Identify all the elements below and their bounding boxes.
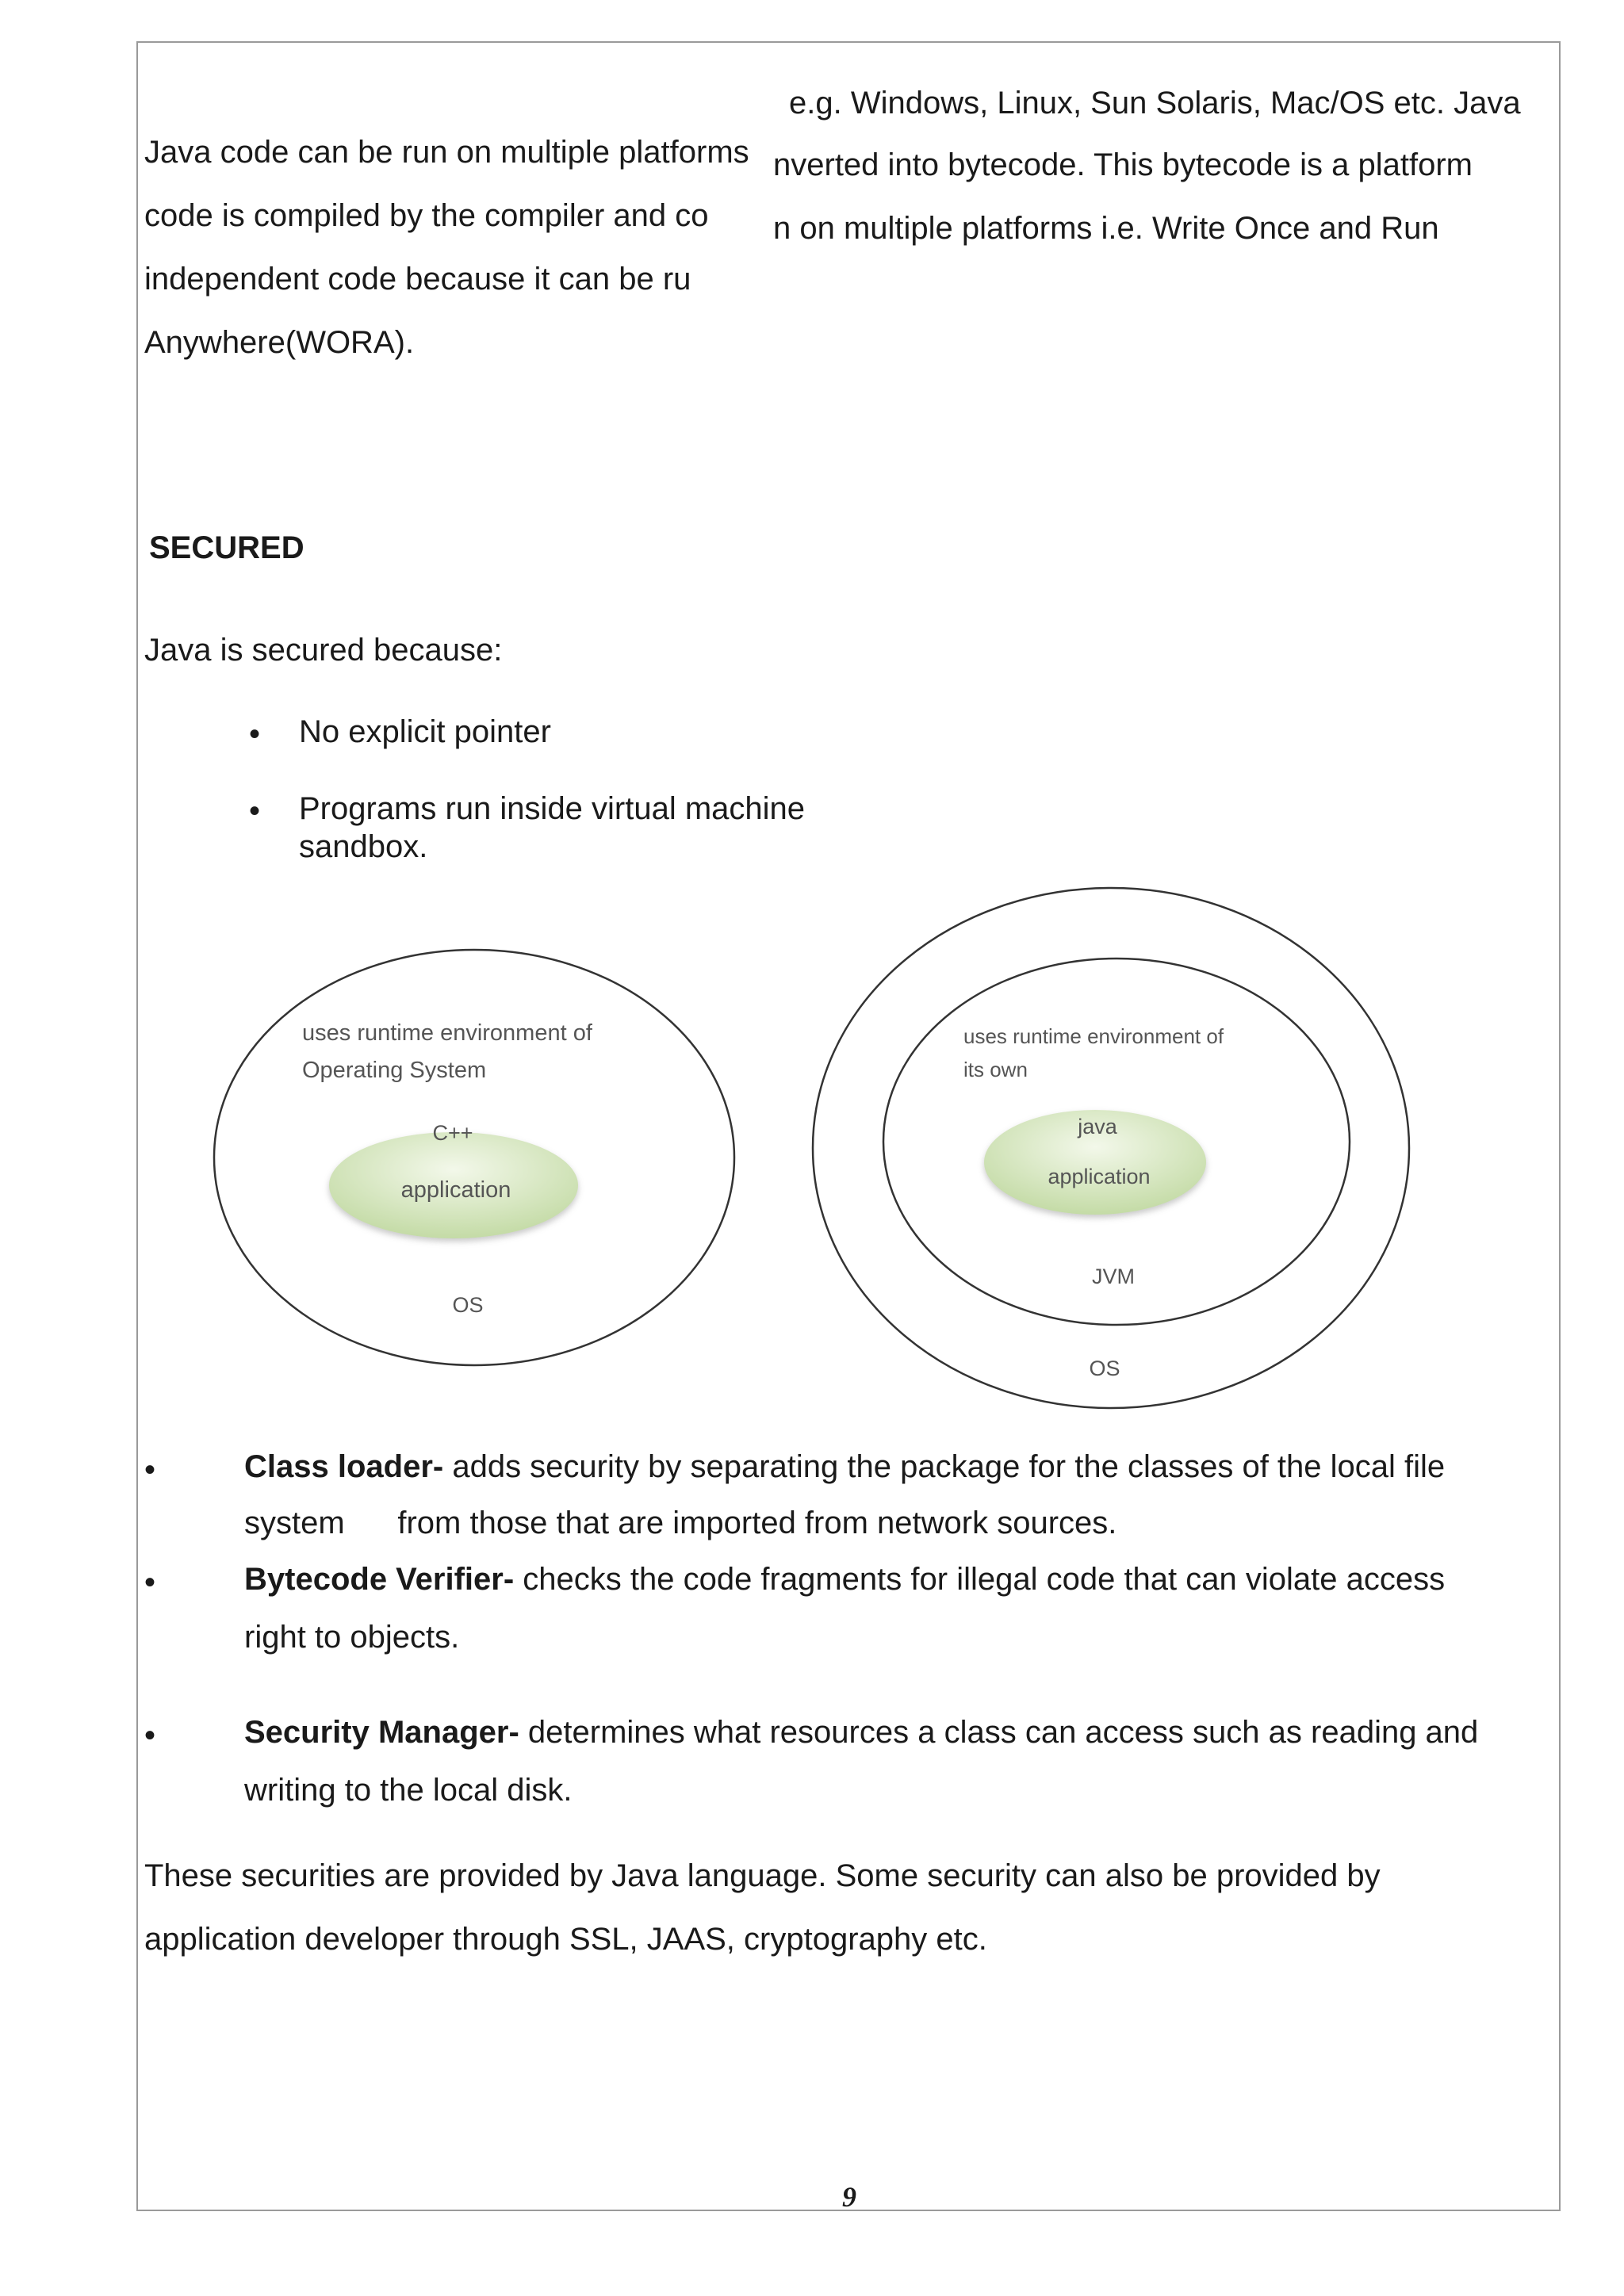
closing-line-1: These securities are provided by Java language. Some security can also be provided by xyxy=(144,1858,1381,1893)
feature-term: Class loader- xyxy=(244,1449,444,1484)
intro-left-line-1: Java code can be run on multiple platforms xyxy=(144,135,749,170)
feature-continuation: system from those that are imported from network sources. xyxy=(244,1506,1117,1540)
feature-text: determines what resources a class can access such as reading and xyxy=(519,1715,1479,1750)
feature-line xyxy=(244,1451,1445,1483)
left-os-label: OS xyxy=(452,1293,484,1317)
intro-right-line-1: e.g. Windows, Linux, Sun Solaris, Mac/OS etc. Java xyxy=(789,86,1521,121)
section-heading: SECURED xyxy=(149,530,304,565)
closing-line-2: application developer through SSL, JAAS, cryptography etc. xyxy=(144,1922,987,1957)
bullet-dot: • xyxy=(144,1565,156,1600)
java-label: java xyxy=(1078,1115,1117,1138)
feature-term: Security Manager- xyxy=(244,1715,519,1750)
feature-continuation: right to objects. xyxy=(244,1620,460,1655)
left-env-label-line1: uses runtime environment of xyxy=(302,1020,592,1046)
bullet-item-continued: sandbox. xyxy=(299,829,428,864)
bullet-dot: • xyxy=(144,1452,156,1487)
right-env-label-line1: uses runtime environment of xyxy=(963,1024,1224,1048)
feature-line xyxy=(244,1563,1445,1595)
feature-line xyxy=(244,1716,1478,1748)
feature-continuation: writing to the local disk. xyxy=(244,1773,573,1808)
intro-right-line-3: n on multiple platforms i.e. Write Once and Run xyxy=(773,211,1439,246)
bullet-item: No explicit pointer xyxy=(299,714,551,749)
intro-left-line-3: independent code because it can be ru xyxy=(144,262,691,297)
right-env-label-line2: its own xyxy=(963,1058,1028,1081)
bullet-dot: • xyxy=(249,794,261,828)
bullet-dot: • xyxy=(144,1718,156,1753)
feature-text: adds security by separating the package for the classes of the local file xyxy=(443,1449,1446,1484)
intro-left-line-4: Anywhere(WORA). xyxy=(144,325,415,360)
feature-term: Bytecode Verifier- xyxy=(244,1562,515,1597)
bullet-item: Programs run inside virtual machine xyxy=(299,791,806,826)
cpp-label: C++ xyxy=(432,1121,473,1145)
right-os-label: OS xyxy=(1089,1357,1120,1380)
java-application-label: application xyxy=(1048,1165,1151,1188)
bullet-dot: • xyxy=(249,717,261,752)
jvm-label: JVM xyxy=(1092,1265,1135,1288)
section-lead: Java is secured because: xyxy=(144,633,503,668)
left-env-label-line2: Operating System xyxy=(302,1058,487,1083)
cpp-application-label: application xyxy=(400,1177,511,1203)
feature-text: checks the code fragments for illegal code that can violate access xyxy=(514,1562,1446,1597)
page-number: 9 xyxy=(842,2181,856,2213)
intro-right-line-2: nverted into bytecode. This bytecode is a platform xyxy=(773,147,1473,182)
intro-left-line-2: code is compiled by the compiler and co xyxy=(144,198,709,233)
